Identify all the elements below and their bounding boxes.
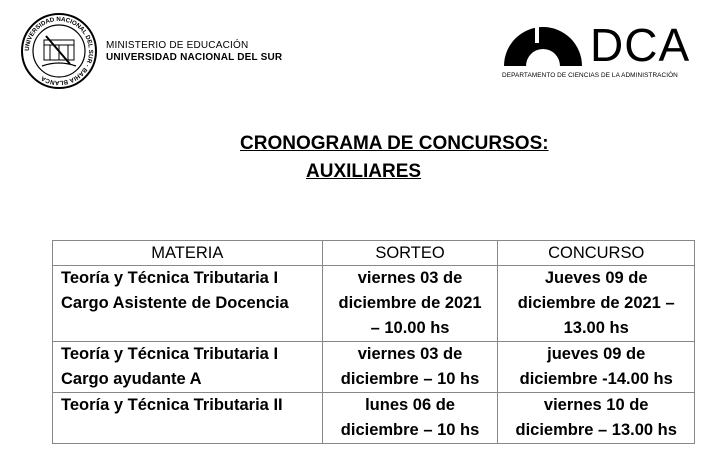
cell-materia [53,342,323,393]
cell-materia [53,266,323,342]
table-row [53,266,695,342]
cell-line: viernes 10 de [543,396,649,414]
university-seal-logo [20,12,98,90]
cell-line: diciembre – 10 hs [340,370,480,388]
schedule-table [52,240,695,444]
cell-line: – 10.00 hs [370,319,450,337]
page-title: CRONOGRAMA DE CONCURSOS: [240,133,549,154]
university-label: UNIVERSIDAD NACIONAL DEL SUR [106,52,283,63]
header-materia: MATERIA [53,241,323,266]
cell-line: Cargo ayudante A [61,370,202,388]
cell-line: lunes 06 de [365,396,455,414]
cell-line: diciembre de 2021 – [517,294,675,312]
cell-sorteo [322,393,498,444]
table-row [53,393,695,444]
cell-concurso [498,266,695,342]
ministry-label: MINISTERIO DE EDUCACIÓN [106,40,249,51]
table-header-row [53,241,695,266]
cell-line: Teoría y Técnica Tributaria I [61,269,279,287]
university-name-block [106,40,282,64]
header-concurso: CONCURSO [498,241,695,266]
header-sorteo: SORTEO [322,241,498,266]
dca-department-name: DEPARTAMENTO DE CIENCIAS DE LA ADMINISTRACIÓN [502,72,678,79]
cell-line: diciembre – 13.00 hs [515,421,677,439]
cell-sorteo [322,266,498,342]
cell-line: diciembre de 2021 [338,294,482,312]
cell-materia [53,393,323,444]
cell-line: Jueves 09 de [544,269,648,287]
cell-line: jueves 09 de [547,345,646,363]
cell-line: diciembre – 10 hs [340,421,480,439]
cell-line: viernes 03 de [357,269,463,287]
dca-acronym: DCA [590,19,691,71]
cell-concurso [498,342,695,393]
cell-line: viernes 03 de [357,345,463,363]
page-subtitle: AUXILIARES [306,161,422,182]
cell-line: Cargo Asistente de Docencia [61,294,289,312]
dca-arc-logo [502,22,584,68]
cell-line: diciembre -14.00 hs [519,370,673,388]
table-row [53,342,695,393]
seal-text: UNIVERSIDAD NACIONAL DEL SUR · BAHIA BLANCA [23,15,95,87]
cell-line: Teoría y Técnica Tributaria II [61,396,283,414]
cell-sorteo [322,342,498,393]
cell-line: 13.00 hs [563,319,629,337]
cell-concurso [498,393,695,444]
cell-line: Teoría y Técnica Tributaria I [61,345,279,363]
